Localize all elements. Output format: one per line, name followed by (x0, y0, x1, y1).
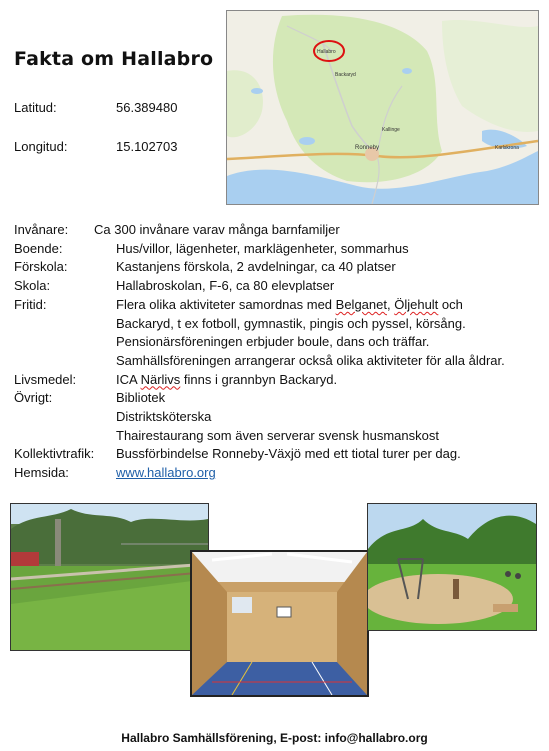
fact-invanare (14, 221, 542, 240)
fact-hemsida (14, 464, 542, 483)
livsmedel-a: ICA (116, 371, 141, 387)
fact-value: Kastanjens förskola, 2 avdelningar, ca 40 platser (116, 259, 396, 275)
map-graphic (227, 11, 538, 204)
fact-kollektivtrafik (14, 445, 542, 464)
longitude-value: 15.102703 (116, 139, 178, 154)
fact-label: Förskola: (14, 259, 68, 275)
fact-label: Övrigt: (14, 390, 53, 406)
fact-fritid (14, 296, 542, 371)
fact-value: Ca 300 invånare varav många barnfamiljer (94, 222, 340, 237)
sports-field-photo (10, 503, 209, 651)
fact-label: Kollektivtrafik: (14, 446, 95, 462)
map-label-karlskrona: Karlskrona (495, 145, 519, 151)
sports-hall-photo (190, 550, 369, 697)
livsmedel-narlivs: Närlivs (140, 371, 181, 387)
fact-value: Bussförbindelse Ronneby-Växjö med ett tiotal turer per dag. (116, 446, 461, 462)
livsmedel-c: finns i grannbyn Backaryd. (180, 371, 338, 387)
fact-value: Hallabroskolan, F-6, ca 80 elevplatser (116, 278, 335, 294)
map-label-kallinge: Kallinge (382, 127, 400, 133)
fritid-belganet: Belganet (335, 296, 387, 312)
fact-value (116, 389, 542, 445)
fact-forskola (14, 258, 542, 277)
fact-label: Boende: (14, 240, 63, 256)
fact-label: Invånare: (14, 222, 69, 237)
website-link[interactable]: www.hallabro.org (116, 465, 216, 481)
fact-value (116, 296, 542, 371)
fritid-line2: Backaryd, t ex fotboll, gymnastik, pingis och pyssel, körsång. (116, 315, 466, 331)
playground-photo (367, 503, 537, 631)
fact-skola (14, 277, 542, 296)
ovrigt-item: Thairestaurang som även serverar svensk husmanskost (116, 427, 439, 443)
location-map (226, 10, 539, 205)
fact-livsmedel (14, 371, 542, 390)
fact-value (116, 371, 542, 390)
ovrigt-item: Bibliotek (116, 390, 166, 406)
longitude-label: Longitud: (14, 139, 68, 154)
map-label-backaryd: Backaryd (335, 72, 356, 78)
ovrigt-item: Distriktsköterska (116, 409, 212, 425)
fritid-line1-e: och (438, 296, 463, 312)
facts-list (14, 221, 542, 483)
latitude-label: Latitud: (14, 100, 57, 115)
page-title: Fakta om Hallabro (14, 48, 214, 70)
fritid-line1-c: , (386, 296, 395, 312)
fritid-line3: Pensionärsföreningen erbjuder boule, dans och träffar. (116, 334, 430, 350)
fact-boende (14, 240, 542, 259)
fact-ovrigt (14, 389, 542, 445)
fritid-line1-a: Flera olika aktiviteter samordnas med (116, 296, 336, 312)
fact-label: Fritid: (14, 296, 47, 312)
fact-label: Skola: (14, 278, 51, 294)
latitude-value: 56.389480 (116, 100, 178, 115)
map-label-hallabro: Hallabro (317, 49, 336, 55)
fritid-line4: Samhällsföreningen arrangerar också olika aktiviteter för alla åldrar. (116, 352, 505, 368)
footer-contact: Hallabro Samhällsförening, E-post: info@hallabro.org (121, 731, 428, 745)
fact-label: Hemsida: (14, 465, 69, 481)
map-label-ronneby: Ronneby (355, 145, 380, 151)
fact-label: Livsmedel: (14, 371, 77, 387)
fact-value: Hus/villor, lägenheter, marklägenheter, sommarhus (116, 240, 409, 256)
fritid-oljehult: Öljehult (394, 296, 439, 312)
